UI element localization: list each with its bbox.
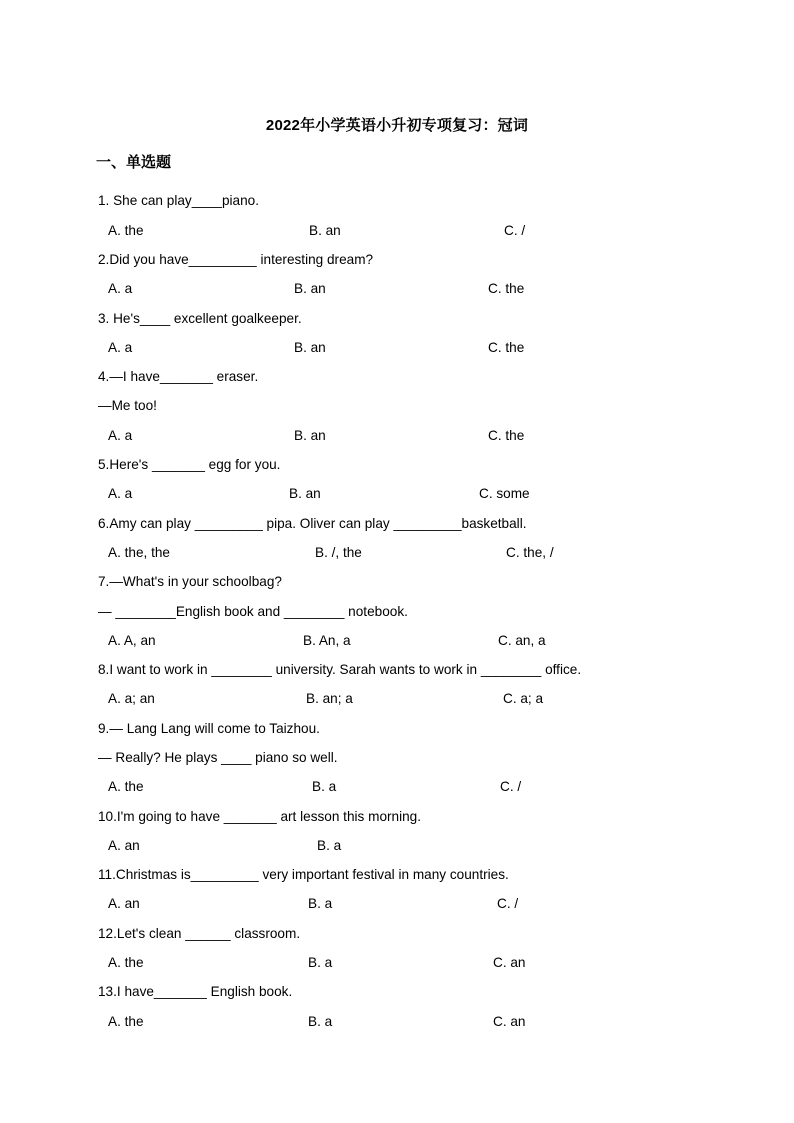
question-2-option-a: A. a [108, 281, 133, 296]
question-5-option-b: B. an [289, 486, 321, 501]
question-6-text: 6.Amy can play _________ pipa. Oliver can play _________basketball. [98, 516, 527, 531]
question-3-option-b: B. an [294, 340, 326, 355]
question-7-text: 7.—What's in your schoolbag? [98, 574, 282, 589]
question-10-option-b: B. a [317, 838, 342, 853]
question-8-option-c: C. a; a [503, 691, 544, 706]
question-13-text: 13.I have_______ English book. [98, 984, 293, 999]
question-6-option-a: A. the, the [108, 545, 170, 560]
question-4-option-c: C. the [488, 428, 525, 443]
question-9-option-a: A. the [108, 779, 144, 794]
question-4-text: 4.—I have_______ eraser. [98, 369, 259, 384]
question-11-option-c: C. / [497, 896, 519, 911]
question-12-option-b: B. a [308, 955, 333, 970]
question-8-text: 8.I want to work in ________ university. Sarah wants to work in ________ office. [98, 662, 582, 677]
question-5-text: 5.Here's _______ egg for you. [98, 457, 281, 472]
question-4-option-a: A. a [108, 428, 133, 443]
question-7-option-a: A. A, an [108, 633, 156, 648]
question-12-option-a: A. the [108, 955, 144, 970]
section-heading: 一、单选题 [96, 154, 172, 171]
question-1-text: 1. She can play____piano. [98, 193, 259, 208]
question-7-option-c: C. an, a [498, 633, 546, 648]
question-13-option-c: C. an [493, 1014, 526, 1029]
question-9-text-line-2: — Really? He plays ____ piano so well. [98, 750, 338, 765]
question-5-option-a: A. a [108, 486, 133, 501]
question-1-option-c: C. / [504, 223, 526, 238]
question-1-option-a: A. the [108, 223, 144, 238]
question-6-option-c: C. the, / [506, 545, 554, 560]
question-3-option-a: A. a [108, 340, 133, 355]
question-7-option-b: B. An, a [303, 633, 351, 648]
question-2-option-c: C. the [488, 281, 525, 296]
question-1-option-b: B. an [309, 223, 341, 238]
question-13-option-b: B. a [308, 1014, 333, 1029]
question-12-option-c: C. an [493, 955, 526, 970]
question-11-text: 11.Christmas is_________ very important festival in many countries. [98, 867, 509, 882]
question-7-text-line-2: — ________English book and ________ notebook. [98, 604, 408, 619]
question-13-option-a: A. the [108, 1014, 144, 1029]
question-8-option-b: B. an; a [306, 691, 353, 706]
question-2-text: 2.Did you have_________ interesting dream? [98, 252, 374, 267]
question-4-text-line-2: —Me too! [98, 398, 157, 413]
question-2-option-b: B. an [294, 281, 326, 296]
page-title: 2022年小学英语小升初专项复习：冠词 [265, 117, 529, 134]
question-4-option-b: B. an [294, 428, 326, 443]
question-5-option-c: C. some [479, 486, 530, 501]
question-3-option-c: C. the [488, 340, 525, 355]
question-12-text: 12.Let's clean ______ classroom. [98, 926, 301, 941]
question-6-option-b: B. /, the [315, 545, 362, 560]
question-10-text: 10.I'm going to have _______ art lesson this morning. [98, 809, 422, 824]
question-10-option-a: A. an [108, 838, 140, 853]
question-9-option-b: B. a [312, 779, 337, 794]
question-3-text: 3. He's____ excellent goalkeeper. [98, 311, 302, 326]
question-11-option-a: A. an [108, 896, 140, 911]
question-8-option-a: A. a; an [108, 691, 155, 706]
question-9-text: 9.— Lang Lang will come to Taizhou. [98, 721, 320, 736]
question-11-option-b: B. a [308, 896, 333, 911]
question-9-option-c: C. / [500, 779, 522, 794]
